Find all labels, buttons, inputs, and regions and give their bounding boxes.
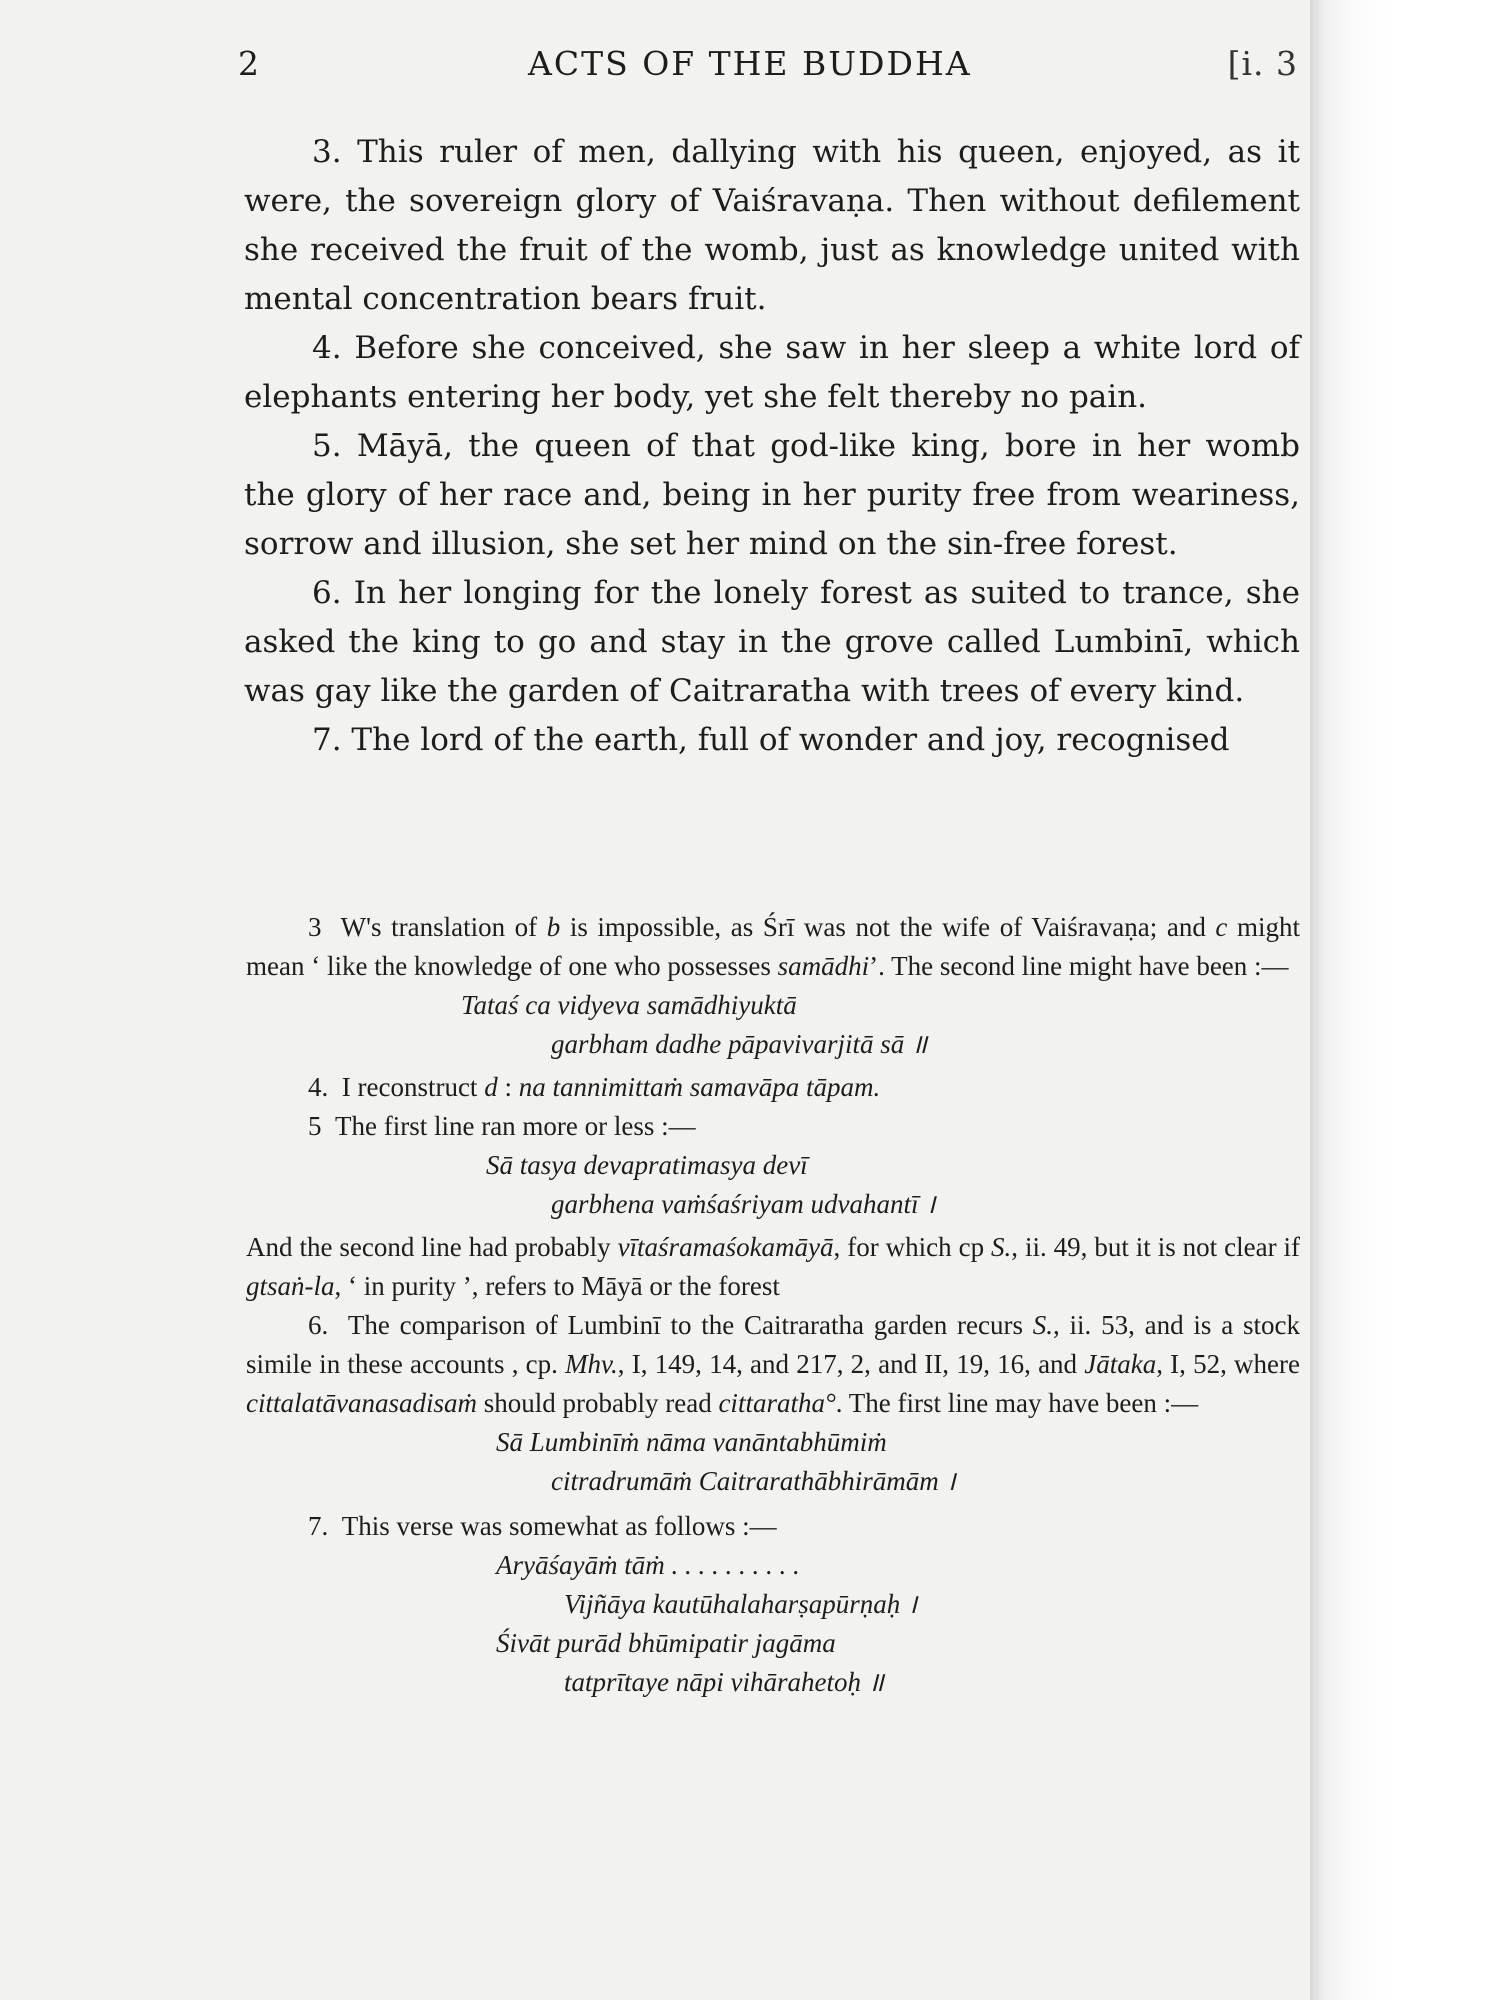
note-5-body: And the second line had probably vītaśramaśokamāyā, for which cp S., ii. 49, but it is not clear if gtsaṅ-la, ‘ in purity ’, refers to Māyā or the forest <box>246 1232 1300 1301</box>
note-7-intro: 7. This verse was somewhat as follows :— <box>308 1511 777 1541</box>
note-5-intro: 5 The first line ran more or less :— <box>308 1111 696 1141</box>
verse-5: 5. Māyā, the queen of that god-like king, bore in her womb the glory of her race and, being in her purity free from weariness, sorrow and illusion, she set her mind on the sin-free forest. <box>244 428 1300 562</box>
page-number: 2 <box>238 44 260 83</box>
main-text <box>244 128 1300 765</box>
note-4: 4. I reconstruct d : na tannimittaṁ samavāpa tāpam. <box>308 1072 881 1102</box>
footnotes <box>246 908 1300 1702</box>
verse-7: 7. The lord of the earth, full of wonder and joy, recognised <box>312 722 1230 758</box>
section-marker: [i. 3 <box>1227 44 1298 83</box>
note-7-verse: Aryāśayāṁ tāṁ . . . . . . . . . . Vijñāya kautūhalaharṣapūrṇaḥ । Śivāt purād bhūmipatir jagāma tatprītaye nāpi vihārahetoḥ ॥ <box>496 1550 918 1697</box>
book-title: ACTS OF THE BUDDHA <box>528 44 972 83</box>
verse-3: 3. This ruler of men, dallying with his queen, enjoyed, as it were, the sovereign glory of Vaiśravaṇa. Then without defilement she received the fruit of the womb, just as knowledge united with mental concentration bears fruit. <box>244 134 1300 317</box>
page-edge-margin <box>1310 0 1500 2000</box>
verse-6: 6. In her longing for the lonely forest as suited to trance, she asked the king to go and stay in the grove called Lumbinī, which was gay like the garden of Caitraratha with trees of every kind. <box>244 575 1300 709</box>
note-3-verse: Tataś ca vidyeva samādhiyuktā garbham dadhe pāpavivarjitā sā ॥ <box>461 990 928 1059</box>
note-3: 3 W's translation of b is impossible, as Śrī was not the wife of Vaiśravaṇa; and c might mean ‘ like the knowledge of one who possesses samādhi’. The second line might have been :— <box>246 912 1300 981</box>
running-header <box>238 44 1298 94</box>
note-6-verse: Sā Lumbinīṁ nāma vanāntabhūmiṁ citradrumāṁ Caitrarathābhirāmām । <box>496 1427 956 1496</box>
note-5-verse: Sā tasya devapratimasya devī garbhena vaṁśaśriyam udvahantī । <box>486 1150 936 1219</box>
verse-4: 4. Before she conceived, she saw in her sleep a white lord of elephants entering her body, yet she felt thereby no pain. <box>244 330 1300 415</box>
note-6: 6. The comparison of Lumbinī to the Caitraratha garden recurs S., ii. 53, and is a stock simile in these accounts , cp. Mhv., I, 149, 14, and 217, 2, and II, 19, 16, and Jātaka, I, 52, where cittalatāvanasadisaṁ should probably read cittaratha°. The first line may have been :— <box>246 1310 1301 1418</box>
